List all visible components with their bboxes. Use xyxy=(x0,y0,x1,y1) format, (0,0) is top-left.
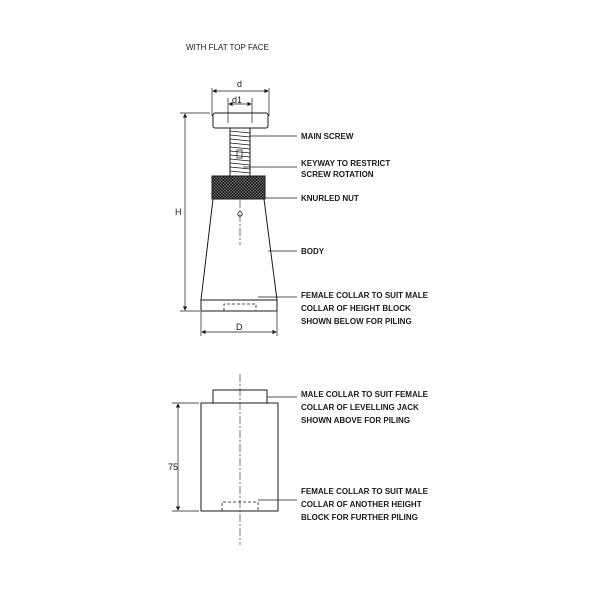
knurled-nut xyxy=(212,176,265,199)
block-female-label-line2: COLLAR OF ANOTHER HEIGHT xyxy=(301,500,422,509)
jack-collar-label-line3: SHOWN BELOW FOR PILING xyxy=(301,317,412,326)
jack-collar-label-line2: COLLAR OF HEIGHT BLOCK xyxy=(301,304,411,313)
levelling-jack xyxy=(175,79,429,336)
dd-label: D xyxy=(236,322,243,332)
body-label: BODY xyxy=(301,247,325,256)
h-label: H xyxy=(175,207,182,217)
drawing-title: WITH FLAT TOP FACE xyxy=(186,43,269,52)
block-female-label-line3: BLOCK FOR FURTHER PILING xyxy=(301,513,418,522)
male-collar-label-line2: COLLAR OF LEVELLING JACK xyxy=(301,403,419,412)
height-block xyxy=(168,374,429,545)
jack-female-collar xyxy=(224,304,256,311)
keyway-label-line1: KEYWAY TO RESTRICT xyxy=(301,159,391,168)
block-height-label: 75 xyxy=(168,462,179,472)
knurled-nut-label: KNURLED NUT xyxy=(301,194,359,203)
main-screw xyxy=(230,128,250,176)
male-collar-label-line3: SHOWN ABOVE FOR PILING xyxy=(301,416,411,425)
keyway-label-line2: SCREW ROTATION xyxy=(301,170,374,179)
jack-collar-label-line1: FEMALE COLLAR TO SUIT MALE xyxy=(301,291,428,300)
flat-top-face xyxy=(213,113,268,128)
keyway-slot xyxy=(237,150,242,158)
block-female-label-line1: FEMALE COLLAR TO SUIT MALE xyxy=(301,487,428,496)
d-label: d xyxy=(237,79,243,89)
block-body xyxy=(201,403,278,511)
d1-label: d1 xyxy=(232,95,243,105)
main-screw-label: MAIN SCREW xyxy=(301,132,354,141)
male-collar-label-line1: MALE COLLAR TO SUIT FEMALE xyxy=(301,390,428,399)
